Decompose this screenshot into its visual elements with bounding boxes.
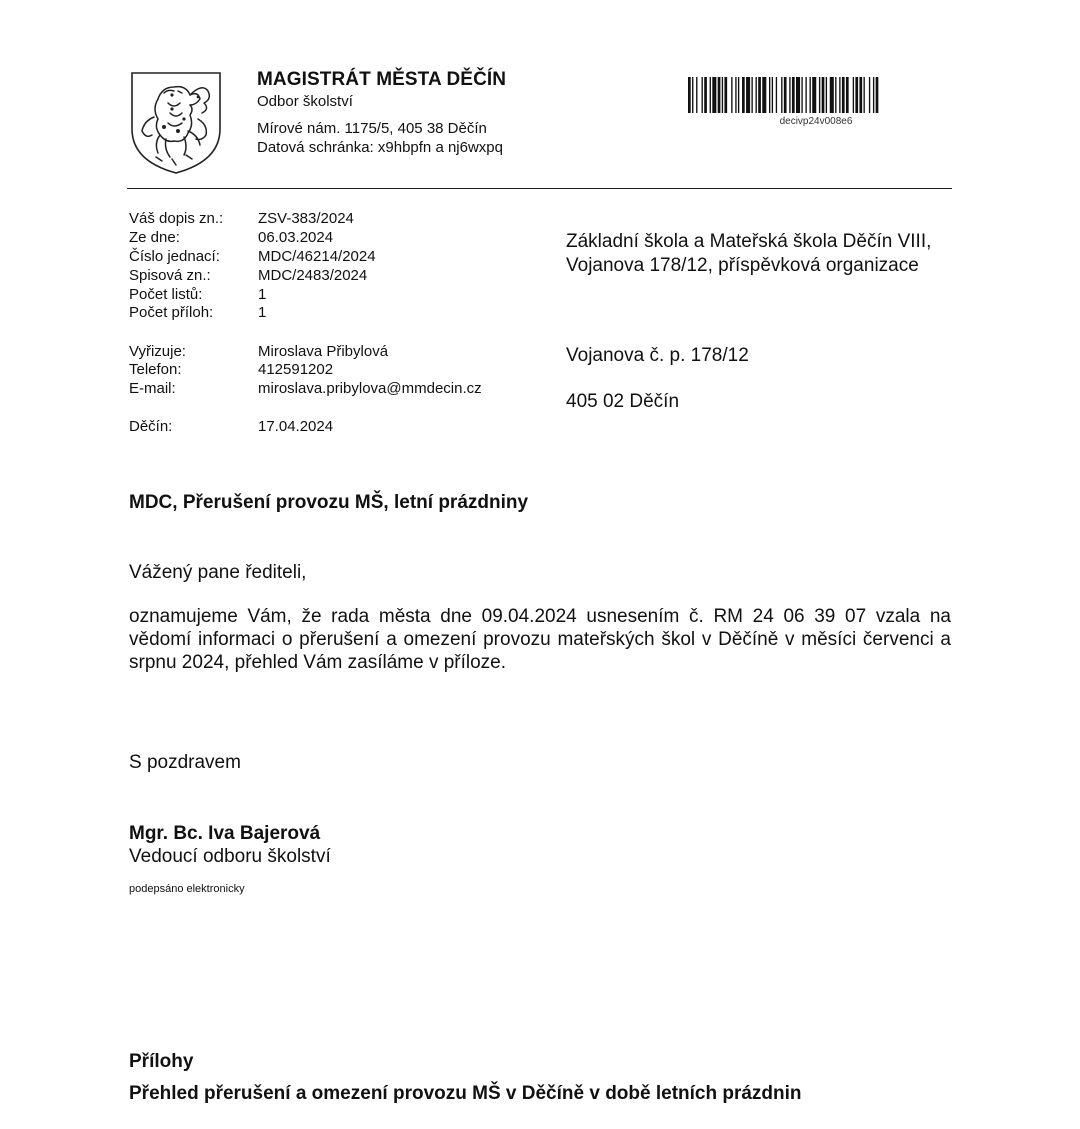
organization-name: MAGISTRÁT MĚSTA DĚČÍN [257,69,507,90]
meta-email: miroslava.pribylova@mmdecin.cz [258,380,482,397]
header-divider [127,188,952,189]
meta-sheets: 1 [258,286,267,303]
meta-label-date-from: Ze dne: [129,229,180,246]
letter-salutation: Vážený pane řediteli, [129,562,307,583]
signatory-name: Mgr. Bc. Iva Bajerová [129,823,321,844]
meta-date: 17.04.2024 [258,418,334,435]
meta-label-file-no: Spisová zn.: [129,267,211,284]
meta-ref-no: MDC/46214/2024 [258,248,376,265]
meta-label-phone: Telefon: [129,361,182,378]
meta-label-handler: Vyřizuje: [129,343,186,360]
attachments-heading: Přílohy [129,1051,194,1072]
recipient-city: 405 02 Děčín [566,391,680,412]
meta-handler: Miroslava Přibylová [258,343,389,360]
meta-label-place: Děčín: [129,418,173,435]
letter-subject: MDC, Přerušení provozu MŠ, letní prázdniny [129,492,529,513]
barcode [688,77,944,113]
letter-closing: S pozdravem [129,752,241,773]
meta-label-ref-no: Číslo jednací: [129,248,220,265]
attachment-item: Přehled přerušení a omezení provozu MŠ v Děčíně v době letních prázdnin [129,1083,802,1104]
meta-phone: 412591202 [258,361,334,378]
recipient-name-line-1: Základní škola a Mateřská škola Děčín VIII, [566,231,932,252]
meta-attachments: 1 [258,304,267,321]
meta-label-email: E-mail: [129,380,176,397]
signatory-role: Vedoucí odboru školství [129,846,331,867]
meta-file-no: MDC/2483/2024 [258,267,368,284]
meta-label-your-letter: Váš dopis zn.: [129,210,224,227]
meta-label-sheets: Počet listů: [129,286,203,303]
barcode-label: decivp24v008e6 [779,116,853,127]
coat-of-arms-lion-icon [128,69,224,175]
meta-label-attachments: Počet příloh: [129,304,214,321]
data-box-id: Datová schránka: x9hbpfn a nj6wxpq [257,139,503,156]
organization-address: Mírové nám. 1175/5, 405 38 Děčín [257,120,487,137]
recipient-name-line-2: Vojanova 178/12, příspěvková organizace [566,255,919,276]
recipient-street: Vojanova č. p. 178/12 [566,345,749,366]
department-name: Odbor školství [257,93,353,110]
meta-your-letter: ZSV-383/2024 [258,210,354,227]
meta-date-from: 06.03.2024 [258,229,334,246]
letter-body: oznamujeme Vám, že rada města dne 09.04.2024 usnesením č. RM 24 06 39 07 vzala na vědomí informaci o přerušení a omezení provozu mateřských škol v Děčíně v měsíci červenci a srpnu 2024, přehled Vám zasíláme v příloze. [129,606,951,673]
signature-note: podepsáno elektronicky [129,883,245,895]
